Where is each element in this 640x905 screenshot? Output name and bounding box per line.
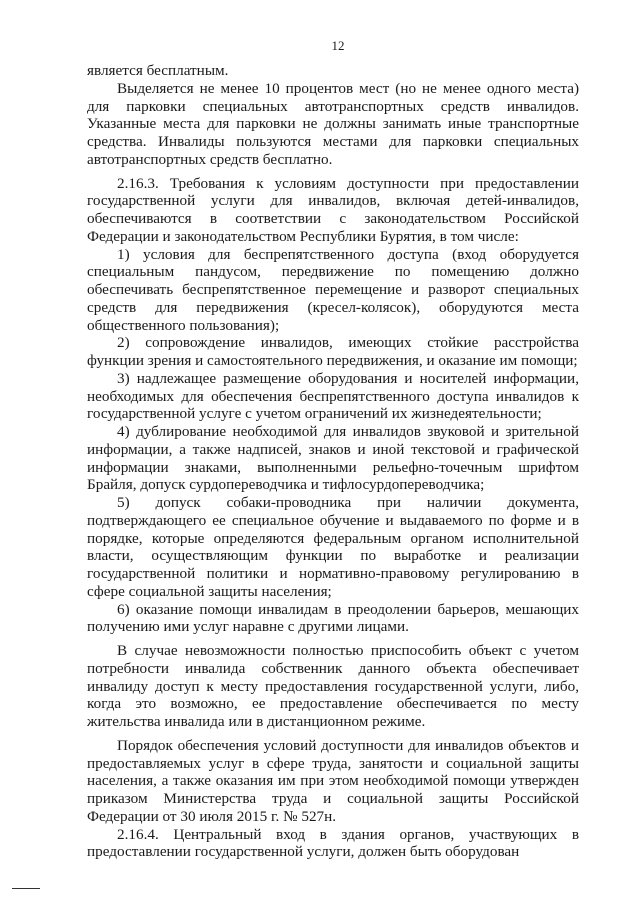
- paragraph: В случае невозможности полностью приспособить объект с учетом потребности инвалида собственник данного объекта обеспечивает инвалиду доступ к месту предоставления государственной услуги, либо, когда это возможно, ее предоставление обеспечивается по месту жительства инвалида или в дистанционном режиме.: [87, 642, 579, 730]
- list-item: 2) сопровождение инвалидов, имеющих стойкие расстройства функции зрения и самостоятельного передвижения, и оказание им помощи;: [87, 334, 579, 369]
- footer-rule: [12, 888, 40, 889]
- list-item: 1) условия для беспрепятственного доступа (вход оборудуется специальным пандусом, передвижение по помещению должно обеспечивать беспрепятственное перемещение и разворот специальных средств для передвижения (кресел-колясок), оборудуются места общественного пользования);: [87, 245, 579, 334]
- page-number: 12: [331, 38, 345, 53]
- list-item: 3) надлежащее размещение оборудования и носителей информации, необходимых для обеспечения беспрепятственного доступа инвалидов к государственной услуге с учетом ограничений их жизнедеятельности;: [87, 369, 579, 423]
- list-item: 4) дублирование необходимой для инвалидов звуковой и зрительной информации, а также надписей, знаков и иной текстовой и графической информации знаками, выполненными рельефно-точечным шрифтом Брайля, допуск сурдопереводчика и тифлосурдопереводчика;: [87, 423, 579, 494]
- list-item: 5) допуск собаки-проводника при наличии документа, подтверждающего ее специальное обучение и выдаваемого по форме и в порядке, которые определяются федеральным органом исполнительной власти, осуществляющим функции по выработке и реализации государственной политики и нормативно-правовому регулированию в сфере социальной защиты населения;: [87, 494, 579, 600]
- paragraph: является бесплатным.: [87, 62, 229, 79]
- paragraph: Выделяется не менее 10 процентов мест (но не менее одного места) для парковки специальных автотранспортных средств инвалидов. Указанные места для парковки не должны занимать иные транспортные средства. Инвалиды пользуются местами для парковки специальных автотранспортных средств бесплатно.: [87, 79, 579, 168]
- paragraph: Порядок обеспечения условий доступности для инвалидов объектов и предоставляемых услуг в сфере труда, занятости и социальной защиты населения, а также оказания им при этом необходимой помощи утвержден приказом Министерства труда и социальной защиты Российской Федерации от 30 июля 2015 г. № 527н.: [87, 736, 579, 825]
- list-item: 6) оказание помощи инвалидам в преодолении барьеров, мешающих получению ими услуг наравне с другими лицами.: [87, 600, 579, 636]
- paragraph: 2.16.3. Требования к условиям доступности при предоставлении государственной услуги для инвалидов, включая детей-инвалидов, обеспечиваются в соответствии с законодательством Российской Федерации и законодательством Республики Бурятия, в том числе:: [87, 174, 579, 245]
- paragraph: 2.16.4. Центральный вход в здания органов, участвующих в предоставлении государственной услуги, должен быть оборудован: [87, 825, 579, 861]
- document-body: [87, 62, 579, 861]
